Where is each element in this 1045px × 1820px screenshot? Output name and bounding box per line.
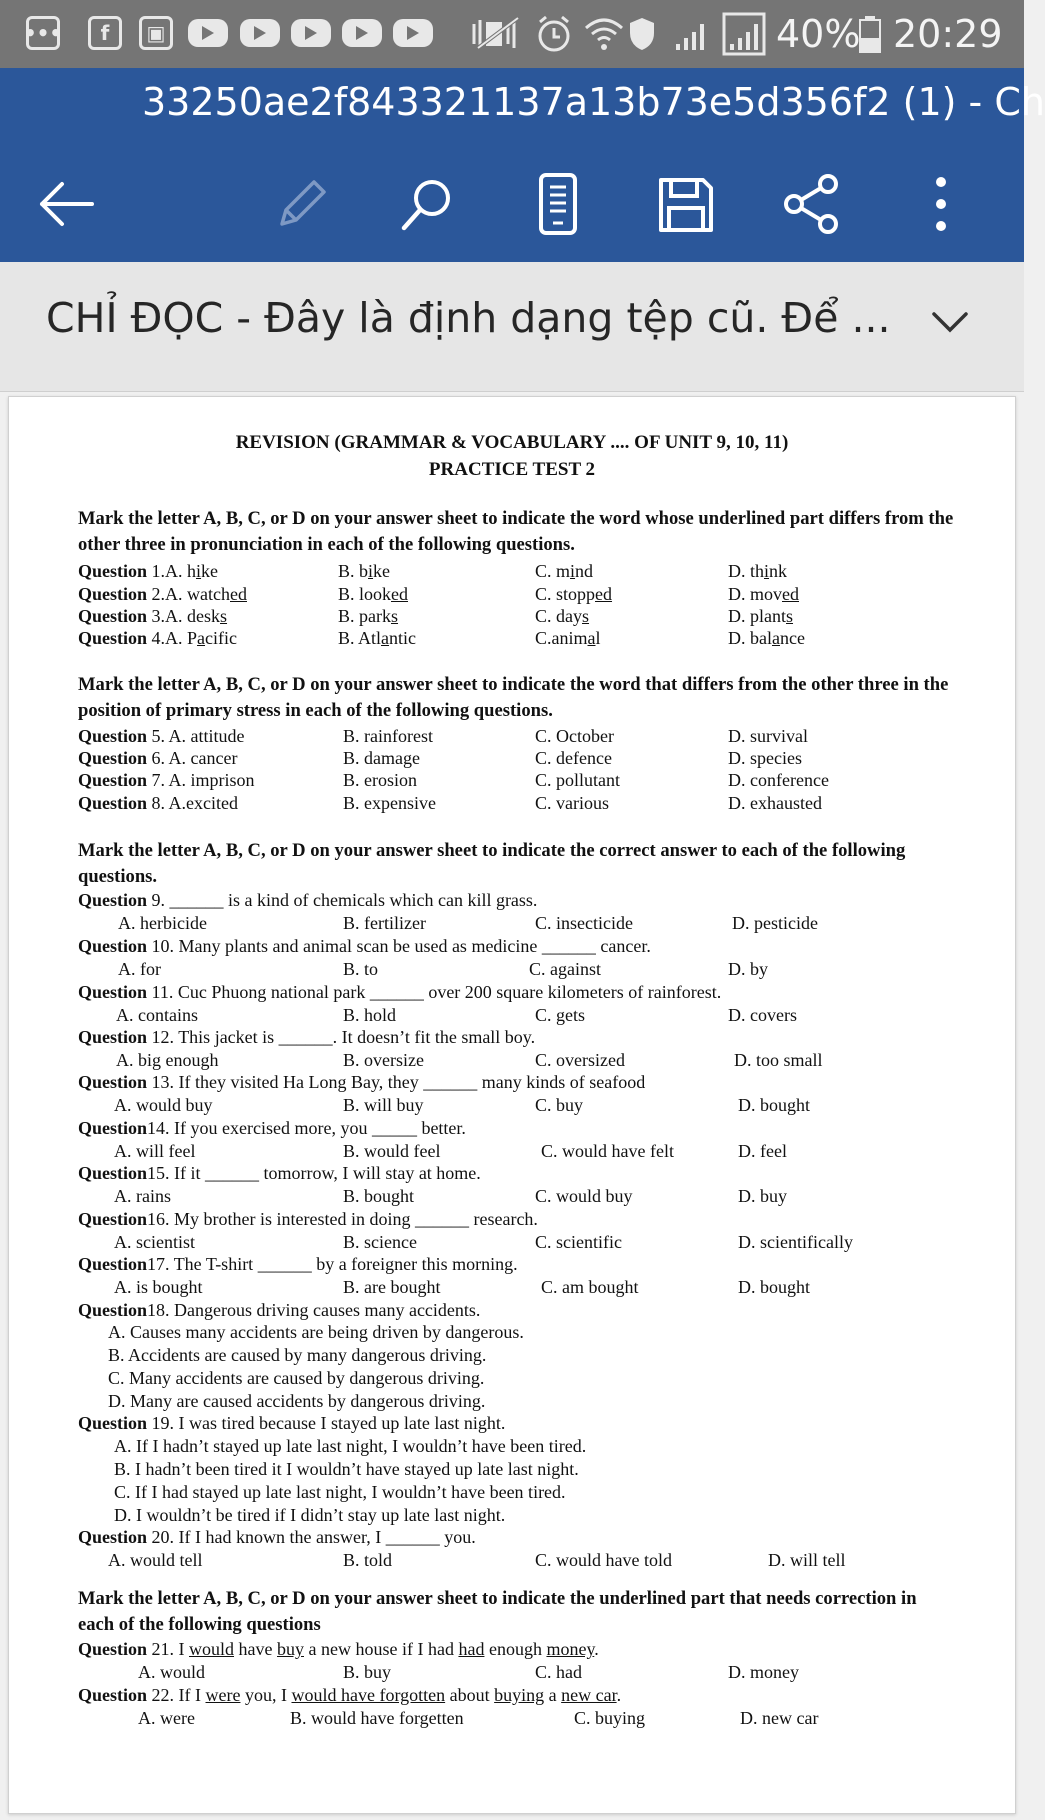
q14-option-a: A. will feel bbox=[114, 1141, 196, 1161]
read-only-banner[interactable] bbox=[0, 262, 1024, 392]
q9-option-c: C. insecticide bbox=[535, 913, 633, 933]
q9-option-a: A. herbicide bbox=[118, 913, 207, 933]
youtube-icon bbox=[291, 19, 331, 47]
q8-option-d: D. exhausted bbox=[728, 793, 822, 813]
q3-option-b: B. parks bbox=[338, 606, 399, 626]
q18-option-c: C. Many accidents are caused by dangerous driving. bbox=[108, 1368, 485, 1388]
instruction-stress: Mark the letter A, B, C, or D on your answer sheet to indicate the word that differs from the other three in the position of primary stress in each of the following questions. bbox=[78, 674, 949, 721]
q12-option-b: B. oversize bbox=[343, 1050, 424, 1070]
question-10: Question 10. Many plants and animal scan be used as medicine ______ cancer. bbox=[78, 936, 651, 956]
question-4: Question 4.A. Pacific bbox=[78, 628, 238, 648]
question-6: Question 6. A. cancer bbox=[78, 748, 238, 768]
more-options-icon bbox=[931, 174, 951, 234]
q12-option-c: C. oversized bbox=[535, 1050, 625, 1070]
battery-percentage: 40% bbox=[776, 12, 861, 56]
q7-option-c: C. pollutant bbox=[535, 770, 620, 790]
q22-option-b: B. would have forgetten bbox=[290, 1708, 464, 1728]
q18-option-b: B. Accidents are caused by many dangerous driving. bbox=[108, 1345, 487, 1365]
question-1: Question 1.A. hike bbox=[78, 561, 219, 581]
q17-option-d: D. bought bbox=[738, 1277, 810, 1297]
q5-option-b: B. rainforest bbox=[343, 726, 433, 746]
youtube-icon bbox=[342, 19, 382, 47]
signal-icon bbox=[672, 14, 712, 54]
q10-option-a: A. for bbox=[118, 959, 161, 979]
q17-option-a: A. is bought bbox=[114, 1277, 203, 1297]
youtube-icon bbox=[188, 19, 228, 47]
q13-option-d: D. bought bbox=[738, 1095, 810, 1115]
question-17: Question17. The T-shirt ______ by a foreigner this morning. bbox=[78, 1254, 518, 1274]
q15-option-d: D. buy bbox=[738, 1186, 787, 1206]
q15-option-a: A. rains bbox=[114, 1186, 171, 1206]
gallery-icon: ▣ bbox=[139, 16, 173, 50]
question-13: Question 13. If they visited Ha Long Bay, they ______ many kinds of seafood bbox=[78, 1072, 646, 1092]
q13-option-a: A. would buy bbox=[114, 1095, 213, 1115]
app-bar bbox=[0, 68, 1045, 262]
q8-option-b: B. expensive bbox=[343, 793, 436, 813]
q6-option-b: B. damage bbox=[343, 748, 420, 768]
question-18: Question18. Dangerous driving causes many accidents. bbox=[78, 1300, 481, 1320]
search-button[interactable] bbox=[388, 164, 468, 244]
question-7: Question 7. A. imprison bbox=[78, 770, 255, 790]
question-3: Question 3.A. desks bbox=[78, 606, 228, 626]
document-title: 33250ae2f843321137a13b73e5d356f2 (1) - Ch bbox=[142, 80, 1045, 124]
document-heading: REVISION (GRAMMAR & VOCABULARY .... OF UNIT 9, 10, 11) bbox=[235, 432, 789, 453]
q3-option-d: D. plants bbox=[728, 606, 794, 626]
q19-option-d: D. I wouldn’t be tired if I didn’t stay up late last night. bbox=[114, 1505, 506, 1525]
chevron-down-icon[interactable] bbox=[928, 300, 972, 344]
q4-option-c: C.animal bbox=[535, 628, 601, 648]
question-19: Question 19. I was tired because I stayed up late last night. bbox=[78, 1413, 506, 1433]
clock: 20:29 bbox=[893, 12, 1003, 56]
youtube-icon bbox=[240, 19, 280, 47]
more-options-button[interactable] bbox=[901, 164, 981, 244]
q18-option-a: A. Causes many accidents are being driven by dangerous. bbox=[108, 1322, 524, 1342]
chat-icon: ••• bbox=[26, 16, 60, 50]
q17-option-c: C. am bought bbox=[541, 1277, 639, 1297]
q22-option-c: C. buying bbox=[574, 1708, 646, 1728]
q11-option-d: D. covers bbox=[728, 1005, 797, 1025]
instruction-correct-answer: Mark the letter A, B, C, or D on your answer sheet to indicate the correct answer to each of the following questions. bbox=[78, 840, 906, 887]
q20-option-a: A. would tell bbox=[108, 1550, 203, 1570]
q2-option-c: C. stopped bbox=[535, 584, 613, 604]
back-button[interactable] bbox=[26, 164, 106, 244]
q7-option-b: B. erosion bbox=[343, 770, 417, 790]
q21-option-a: A. would bbox=[138, 1662, 205, 1682]
q19-option-b: B. I hadn’t been tired it I wouldn’t have stayed up late last night. bbox=[114, 1459, 579, 1479]
q11-option-b: B. hold bbox=[343, 1005, 397, 1025]
question-14: Question14. If you exercised more, you _____ better. bbox=[78, 1118, 466, 1138]
instruction-error-correction: Mark the letter A, B, C, or D on your answer sheet to indicate the underlined part that needs correction in each of the following questions bbox=[78, 1588, 917, 1635]
search-icon bbox=[398, 174, 458, 234]
question-16: Question16. My brother is interested in doing ______ research. bbox=[78, 1209, 538, 1229]
question-15: Question15. If it ______ tomorrow, I will stay at home. bbox=[78, 1163, 481, 1183]
question-2: Question 2.A. watched bbox=[78, 584, 247, 604]
q16-option-b: B. science bbox=[343, 1232, 417, 1252]
q15-option-b: B. bought bbox=[343, 1186, 415, 1206]
q22-option-a: A. were bbox=[138, 1708, 195, 1728]
shield-icon bbox=[626, 14, 658, 54]
q21-option-d: D. money bbox=[728, 1662, 799, 1682]
q21-option-b: B. buy bbox=[343, 1662, 392, 1682]
q1-option-c: C. mind bbox=[535, 561, 594, 581]
q14-option-b: B. would feel bbox=[343, 1141, 441, 1161]
q10-option-d: D. by bbox=[728, 959, 768, 979]
q11-option-c: C. gets bbox=[535, 1005, 586, 1025]
question-5: Question 5. A. attitude bbox=[78, 726, 245, 746]
q2-option-d: D. moved bbox=[728, 584, 799, 604]
q20-option-b: B. told bbox=[343, 1550, 393, 1570]
q14-option-c: C. would have felt bbox=[541, 1141, 674, 1161]
q15-option-c: C. would buy bbox=[535, 1186, 633, 1206]
status-bar bbox=[0, 0, 1024, 68]
edit-button[interactable] bbox=[262, 164, 342, 244]
question-20: Question 20. If I had known the answer, I ______ you. bbox=[78, 1527, 476, 1547]
q5-option-c: C. October bbox=[535, 726, 614, 746]
q16-option-d: D. scientifically bbox=[738, 1232, 853, 1252]
save-icon bbox=[655, 174, 715, 234]
q8-option-c: C. various bbox=[535, 793, 609, 813]
q2-option-b: B. looked bbox=[338, 584, 409, 604]
q20-option-c: C. would have told bbox=[535, 1550, 672, 1570]
wifi-icon bbox=[584, 14, 624, 54]
edit-pencil-icon bbox=[272, 174, 332, 234]
read-only-message: CHỈ ĐỌC - Đây là định dạng tệp cũ. Để ... bbox=[46, 294, 891, 342]
save-button[interactable] bbox=[645, 164, 725, 244]
alarm-icon bbox=[536, 14, 572, 54]
question-22: Question 22. If I were you, I would have forgotten about buying a new car. bbox=[78, 1685, 622, 1705]
document-subheading: PRACTICE TEST 2 bbox=[428, 459, 596, 480]
q4-option-b: B. Atlantic bbox=[338, 628, 417, 648]
mute-vibrate-icon bbox=[470, 16, 530, 52]
q11-option-a: A. contains bbox=[116, 1005, 198, 1025]
q22-option-d: D. new car bbox=[740, 1708, 819, 1728]
question-8: Question 8. A.excited bbox=[78, 793, 238, 813]
q6-option-d: D. species bbox=[728, 748, 802, 768]
q19-option-a: A. If I hadn’t stayed up late last night, I wouldn’t have been tired. bbox=[114, 1436, 587, 1456]
back-arrow-icon bbox=[36, 179, 96, 229]
battery-icon bbox=[858, 14, 882, 54]
q4-option-d: D. balance bbox=[728, 628, 805, 648]
q20-option-d: D. will tell bbox=[768, 1550, 846, 1570]
q16-option-a: A. scientist bbox=[114, 1232, 195, 1252]
q12-option-d: D. too small bbox=[734, 1050, 823, 1070]
q1-option-b: B. bike bbox=[338, 561, 391, 581]
q7-option-d: D. conference bbox=[728, 770, 829, 790]
instruction-pronunciation: Mark the letter A, B, C, or D on your answer sheet to indicate the word whose underlined part differs from the other three in pronunciation in each of the following questions. bbox=[78, 508, 954, 555]
question-21: Question 21. I would have buy a new house if I had had enough money. bbox=[78, 1639, 599, 1659]
q9-option-b: B. fertilizer bbox=[343, 913, 426, 933]
q12-option-a: A. big enough bbox=[116, 1050, 219, 1070]
question-12: Question 12. This jacket is ______. It doesn’t fit the small boy. bbox=[78, 1027, 536, 1047]
q5-option-d: D. survival bbox=[728, 726, 808, 746]
q13-option-b: B. will buy bbox=[343, 1095, 424, 1115]
question-11: Question 11. Cuc Phuong national park ______ over 200 square kilometers of rainforest. bbox=[78, 982, 722, 1002]
signal-icon bbox=[722, 12, 766, 56]
question-9: Question 9. ______ is a kind of chemicals which can kill grass. bbox=[78, 890, 538, 910]
q3-option-c: C. days bbox=[535, 606, 590, 626]
q10-option-c: C. against bbox=[529, 959, 601, 979]
q17-option-b: B. are bought bbox=[343, 1277, 441, 1297]
q1-option-d: D. think bbox=[728, 561, 788, 581]
q18-option-d: D. Many are caused accidents by dangerous driving. bbox=[108, 1391, 486, 1411]
youtube-icon bbox=[393, 19, 433, 47]
q9-option-d: D. pesticide bbox=[732, 913, 818, 933]
q19-option-c: C. If I had stayed up late last night, I wouldn’t have been tired. bbox=[114, 1482, 566, 1502]
q14-option-d: D. feel bbox=[738, 1141, 787, 1161]
share-button[interactable] bbox=[772, 164, 852, 244]
q21-option-c: C. had bbox=[535, 1662, 582, 1682]
q10-option-b: B. to bbox=[343, 959, 379, 979]
reading-view-button[interactable] bbox=[518, 164, 598, 244]
q16-option-c: C. scientific bbox=[535, 1232, 622, 1252]
q6-option-c: C. defence bbox=[535, 748, 612, 768]
facebook-icon: f bbox=[88, 16, 122, 50]
reading-view-icon bbox=[533, 171, 583, 237]
share-icon bbox=[782, 174, 842, 234]
q13-option-c: C. buy bbox=[535, 1095, 584, 1115]
